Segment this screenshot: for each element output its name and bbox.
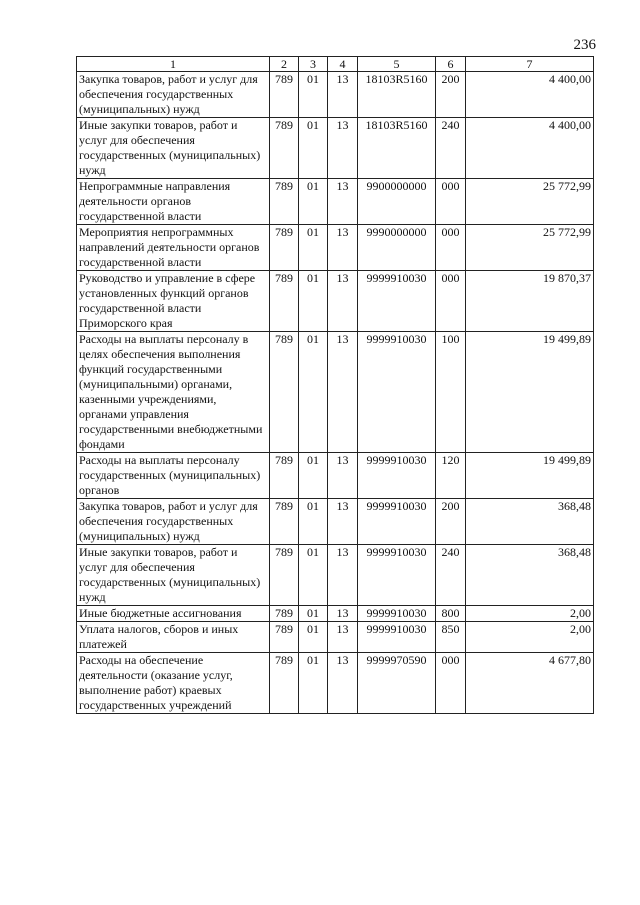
header-row [77,57,594,72]
expense-name: Иные закупки товаров, работ и услуг для обеспечения государственных (муниципальных) нужд [77,545,270,606]
expense-type-code: 240 [436,545,466,606]
ministry-code: 789 [270,225,299,271]
amount: 4 400,00 [466,72,594,118]
subsection-code: 13 [328,499,358,545]
section-code: 01 [299,332,328,453]
table-row [77,225,594,271]
amount: 25 772,99 [466,225,594,271]
article-code: 9900000000 [358,179,436,225]
amount: 19 499,89 [466,332,594,453]
column-header: 4 [328,57,358,72]
ministry-code: 789 [270,545,299,606]
expense-name: Закупка товаров, работ и услуг для обеспечения государственных (муниципальных) нужд [77,499,270,545]
ministry-code: 789 [270,453,299,499]
column-header: 2 [270,57,299,72]
ministry-code: 789 [270,499,299,545]
table-row [77,499,594,545]
expense-type-code: 200 [436,499,466,545]
amount: 4 677,80 [466,653,594,714]
expense-type-code: 000 [436,653,466,714]
budget-table [76,56,594,714]
table-row [77,179,594,225]
subsection-code: 13 [328,118,358,179]
expense-name: Руководство и управление в сфере установленных функций органов государственной власти Приморского края [77,271,270,332]
amount: 2,00 [466,606,594,622]
amount: 2,00 [466,622,594,653]
table-row [77,545,594,606]
subsection-code: 13 [328,622,358,653]
expense-type-code: 240 [436,118,466,179]
expense-type-code: 000 [436,271,466,332]
section-code: 01 [299,545,328,606]
expense-name: Расходы на выплаты персоналу в целях обеспечения выполнения функций государственными (муниципальными) органами, казенными учреждениями, органами управления государственными внебюджетными фондами [77,332,270,453]
column-header: 3 [299,57,328,72]
section-code: 01 [299,118,328,179]
expense-name: Расходы на выплаты персоналу государственных (муниципальных) органов [77,453,270,499]
amount: 4 400,00 [466,118,594,179]
amount: 19 870,37 [466,271,594,332]
page-number: 236 [573,37,596,53]
column-header: 1 [77,57,270,72]
article-code: 9990000000 [358,225,436,271]
expense-type-code: 800 [436,606,466,622]
expense-name: Расходы на обеспечение деятельности (оказание услуг, выполнение работ) краевых государственных учреждений [77,653,270,714]
table-row [77,606,594,622]
amount: 368,48 [466,545,594,606]
subsection-code: 13 [328,332,358,453]
section-code: 01 [299,72,328,118]
article-code: 18103R5160 [358,118,436,179]
column-header: 6 [436,57,466,72]
expense-name: Уплата налогов, сборов и иных платежей [77,622,270,653]
table-row [77,622,594,653]
ministry-code: 789 [270,271,299,332]
ministry-code: 789 [270,622,299,653]
expense-type-code: 100 [436,332,466,453]
section-code: 01 [299,653,328,714]
article-code: 9999970590 [358,653,436,714]
expense-type-code: 000 [436,179,466,225]
table-row [77,332,594,453]
amount: 368,48 [466,499,594,545]
table-row [77,453,594,499]
expense-type-code: 850 [436,622,466,653]
expense-name: Непрограммные направления деятельности органов государственной власти [77,179,270,225]
section-code: 01 [299,453,328,499]
subsection-code: 13 [328,72,358,118]
table-row [77,118,594,179]
ministry-code: 789 [270,606,299,622]
expense-type-code: 120 [436,453,466,499]
section-code: 01 [299,622,328,653]
section-code: 01 [299,499,328,545]
ministry-code: 789 [270,118,299,179]
subsection-code: 13 [328,225,358,271]
table-row [77,271,594,332]
article-code: 18103R5160 [358,72,436,118]
section-code: 01 [299,606,328,622]
article-code: 9999910030 [358,332,436,453]
subsection-code: 13 [328,606,358,622]
article-code: 9999910030 [358,271,436,332]
amount: 19 499,89 [466,453,594,499]
article-code: 9999910030 [358,453,436,499]
ministry-code: 789 [270,179,299,225]
section-code: 01 [299,271,328,332]
subsection-code: 13 [328,545,358,606]
column-header: 5 [358,57,436,72]
expense-name: Иные бюджетные ассигнования [77,606,270,622]
column-header: 7 [466,57,594,72]
expense-name: Иные закупки товаров, работ и услуг для обеспечения государственных (муниципальных) нужд [77,118,270,179]
subsection-code: 13 [328,653,358,714]
expense-name: Закупка товаров, работ и услуг для обеспечения государственных (муниципальных) нужд [77,72,270,118]
expense-type-code: 200 [436,72,466,118]
subsection-code: 13 [328,271,358,332]
ministry-code: 789 [270,72,299,118]
article-code: 9999910030 [358,606,436,622]
amount: 25 772,99 [466,179,594,225]
table-row [77,653,594,714]
table-row [77,72,594,118]
ministry-code: 789 [270,653,299,714]
article-code: 9999910030 [358,545,436,606]
article-code: 9999910030 [358,499,436,545]
section-code: 01 [299,225,328,271]
expense-type-code: 000 [436,225,466,271]
ministry-code: 789 [270,332,299,453]
article-code: 9999910030 [358,622,436,653]
section-code: 01 [299,179,328,225]
expense-name: Мероприятия непрограммных направлений деятельности органов государственной власти [77,225,270,271]
subsection-code: 13 [328,453,358,499]
subsection-code: 13 [328,179,358,225]
